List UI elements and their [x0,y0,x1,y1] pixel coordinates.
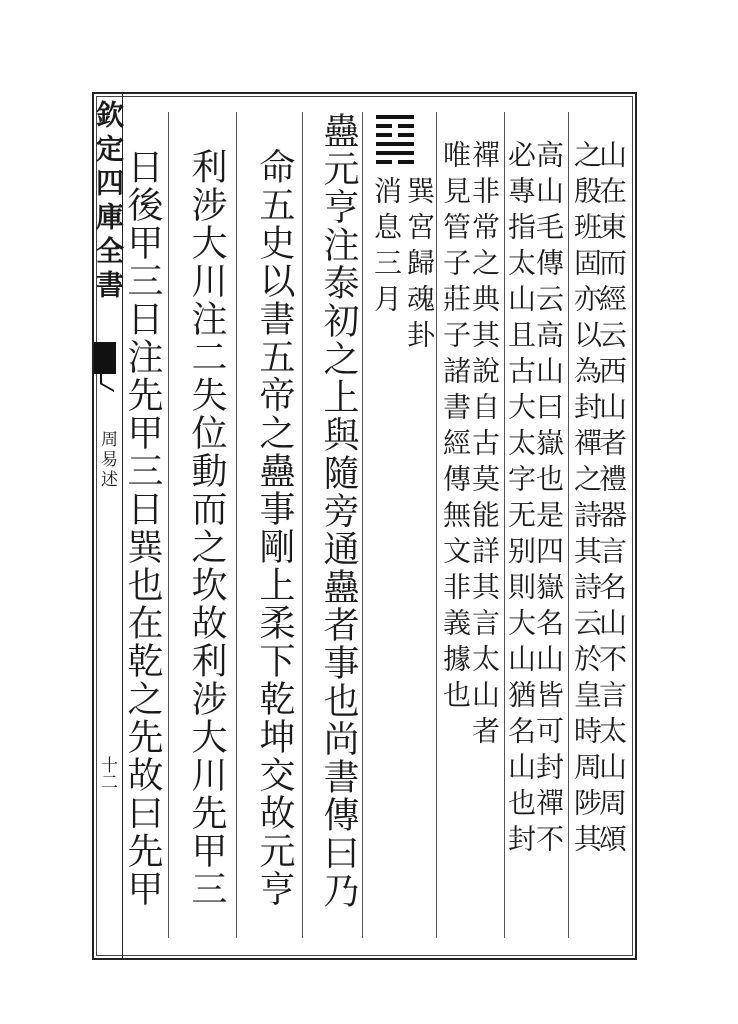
column-divider [568,112,569,938]
hexagram-line-segment [376,151,414,155]
column-divider [302,112,303,938]
section-title: 周易述 [97,430,117,490]
hexagram-line-4 [376,142,414,146]
hexagram-palace-label: 巽宮歸魂卦 [403,176,436,356]
book-title: 欽定四庫全書 [92,100,125,304]
hexagram-line-segment [376,142,414,146]
hexagram-line-6 [376,160,414,164]
text-column-11: 利涉大川注二失位動而之坎故利涉大川先甲三 [186,148,227,908]
text-column-9: 蠱元亨注泰初之上與隨旁通蠱者事也尚書傳曰乃 [318,112,359,910]
text-column-6: 唯見管子莊子諸書經傳無文非義據也 [439,140,472,716]
text-column-5: 禪非常之典其說自古莫能詳其言太山者 [468,140,501,752]
hexagram-line-5 [376,151,414,155]
hexagram-line-segment [376,160,392,164]
gu-hexagram-icon [376,115,414,169]
text-column-12: 日後甲三日注先甲三日巽也在乾之先故曰先甲 [122,148,163,908]
hexagram-line-segment [376,115,414,119]
column-divider [168,112,169,938]
fish-tail-mark-icon [94,342,116,374]
text-column-10: 命五史以書五帝之蠱事剛上柔下乾坤交故元亨 [254,148,295,908]
hexagram-line-segment [376,124,392,128]
page-number: 十二 [97,756,117,790]
text-column-4: 必專指太山且古大太字无别則大山猶名山也封 [504,140,537,860]
hexagram-line-segment [398,133,414,137]
hexagram-line-segment [398,124,414,128]
column-divider [362,112,363,938]
hexagram-line-1 [376,115,414,119]
hexagram-season-label: 消息三月 [370,176,403,320]
column-divider [236,112,237,938]
hexagram-line-3 [376,133,414,137]
text-column-2: 之殷班固亦以為封禪之詩其詩云於皇時周陟其 [570,140,603,860]
hexagram-line-segment [398,160,414,164]
hexagram-line-segment [376,133,392,137]
text-column-3: 高山毛傳云高山曰嶽也是四嶽名山皆可封禪不 [532,140,565,860]
hexagram-line-2 [376,124,414,128]
text-column-1: 山在東而經云西山者禮器言名山不言太山周頌 [595,140,628,860]
column-divider [436,112,437,938]
